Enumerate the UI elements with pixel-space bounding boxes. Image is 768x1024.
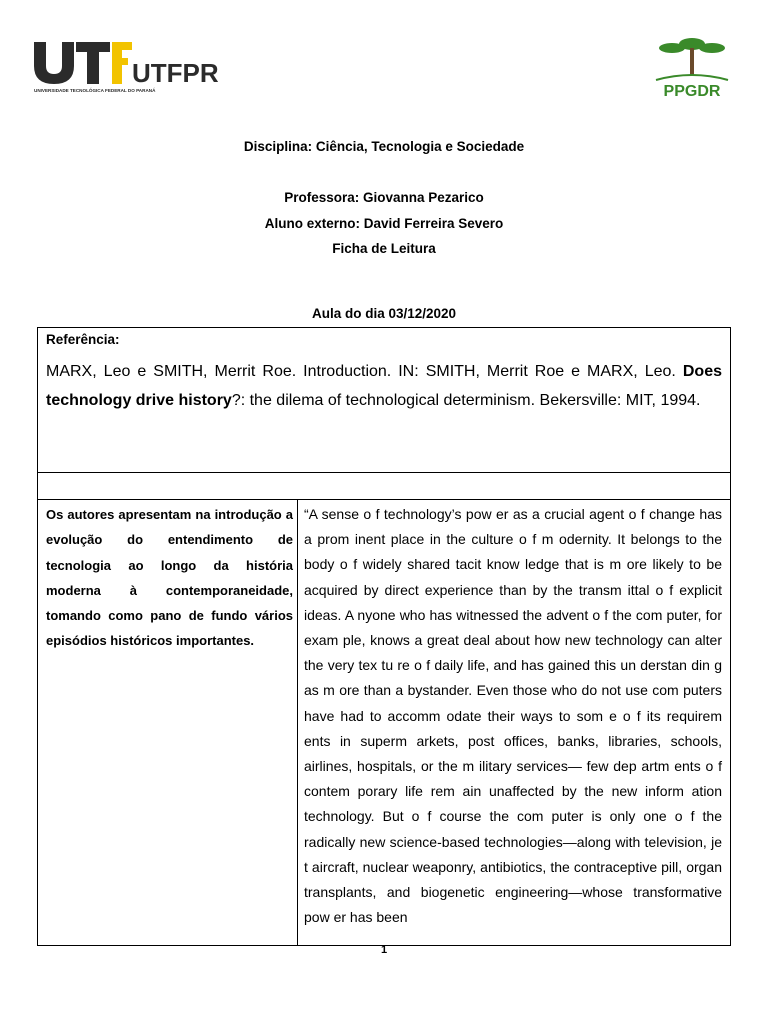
summary-cell — [38, 500, 298, 946]
page-number: 1 — [380, 944, 388, 956]
summary-text: Os autores apresentam na introdução a evolução do entendimento de tecnologia ao longo da história moderna à contemporaneidade, tomando como pano de fundo vários episódios históricos importantes. — [46, 507, 293, 649]
reference-label: Referência: — [46, 332, 120, 347]
quote-cell — [298, 500, 731, 946]
empty-row — [38, 473, 731, 500]
student-line: Aluno externo: David Ferreira Severo — [264, 216, 504, 231]
quote-text: “A sense o f technology’s pow er as a crucial agent o f change has a prom inent place in the culture o f m odernity. It belongs to the body o f widely shared tacit know ledge that is m ore likely to be acquired by direct experience than by the transm ittal o f explicit ideas. A nyone who has witnessed the advent o f the com puter, for exam ple, knows a great deal about how new technology can alter the very tex tu re o f daily life, and has gained this un derstan din g as m ore than a bystander. Even those who do not use com puters have had to accomm odate their ways to som e o f its requirem ents in superm arkets, post offices, banks, libraries, schools, airlines, hospitals, or the m ilitary services— few dep artm ents o f contem porary life rem ain unaffected by the new inform ation technology. But o f course the com puter is only one o f the radically new science-based technologies—along with television, je t aircraft, nuclear weaponry, antibiotics, the contraceptive pill, organ transplants, and biogenetic engineering—whose transformative pow er has been — [304, 506, 722, 926]
reference-part1: MARX, Leo e SMITH, Merrit Roe. Introduction. IN: SMITH, Merrit Roe e MARX, Leo. — [46, 363, 683, 380]
reference-cell — [38, 328, 731, 473]
reading-sheet-table — [37, 327, 731, 946]
reference-part2: ?: the dilema of technological determinism. Bekersville: MIT, 1994. — [231, 392, 701, 409]
utfpr-logo — [32, 38, 219, 94]
reference-text — [46, 357, 722, 415]
discipline-line: Disciplina: Ciência, Tecnologia e Sociedade — [243, 139, 525, 154]
utfpr-logo-subtitle: UNIVERSIDADE TECNOLÓGICA FEDERAL DO PARANÁ — [34, 88, 156, 93]
reference-book-title: Does technology drive history — [46, 363, 722, 409]
utfpr-logo-pr: UTFPR — [132, 58, 219, 88]
ppgdr-logo-text: PPGDR — [663, 83, 721, 100]
doc-type-line: Ficha de Leitura — [332, 241, 436, 256]
class-date-line: Aula do dia 03/12/2020 — [311, 306, 457, 321]
ppgdr-logo — [652, 36, 732, 100]
professor-line: Professora: Giovanna Pezarico — [284, 190, 484, 205]
